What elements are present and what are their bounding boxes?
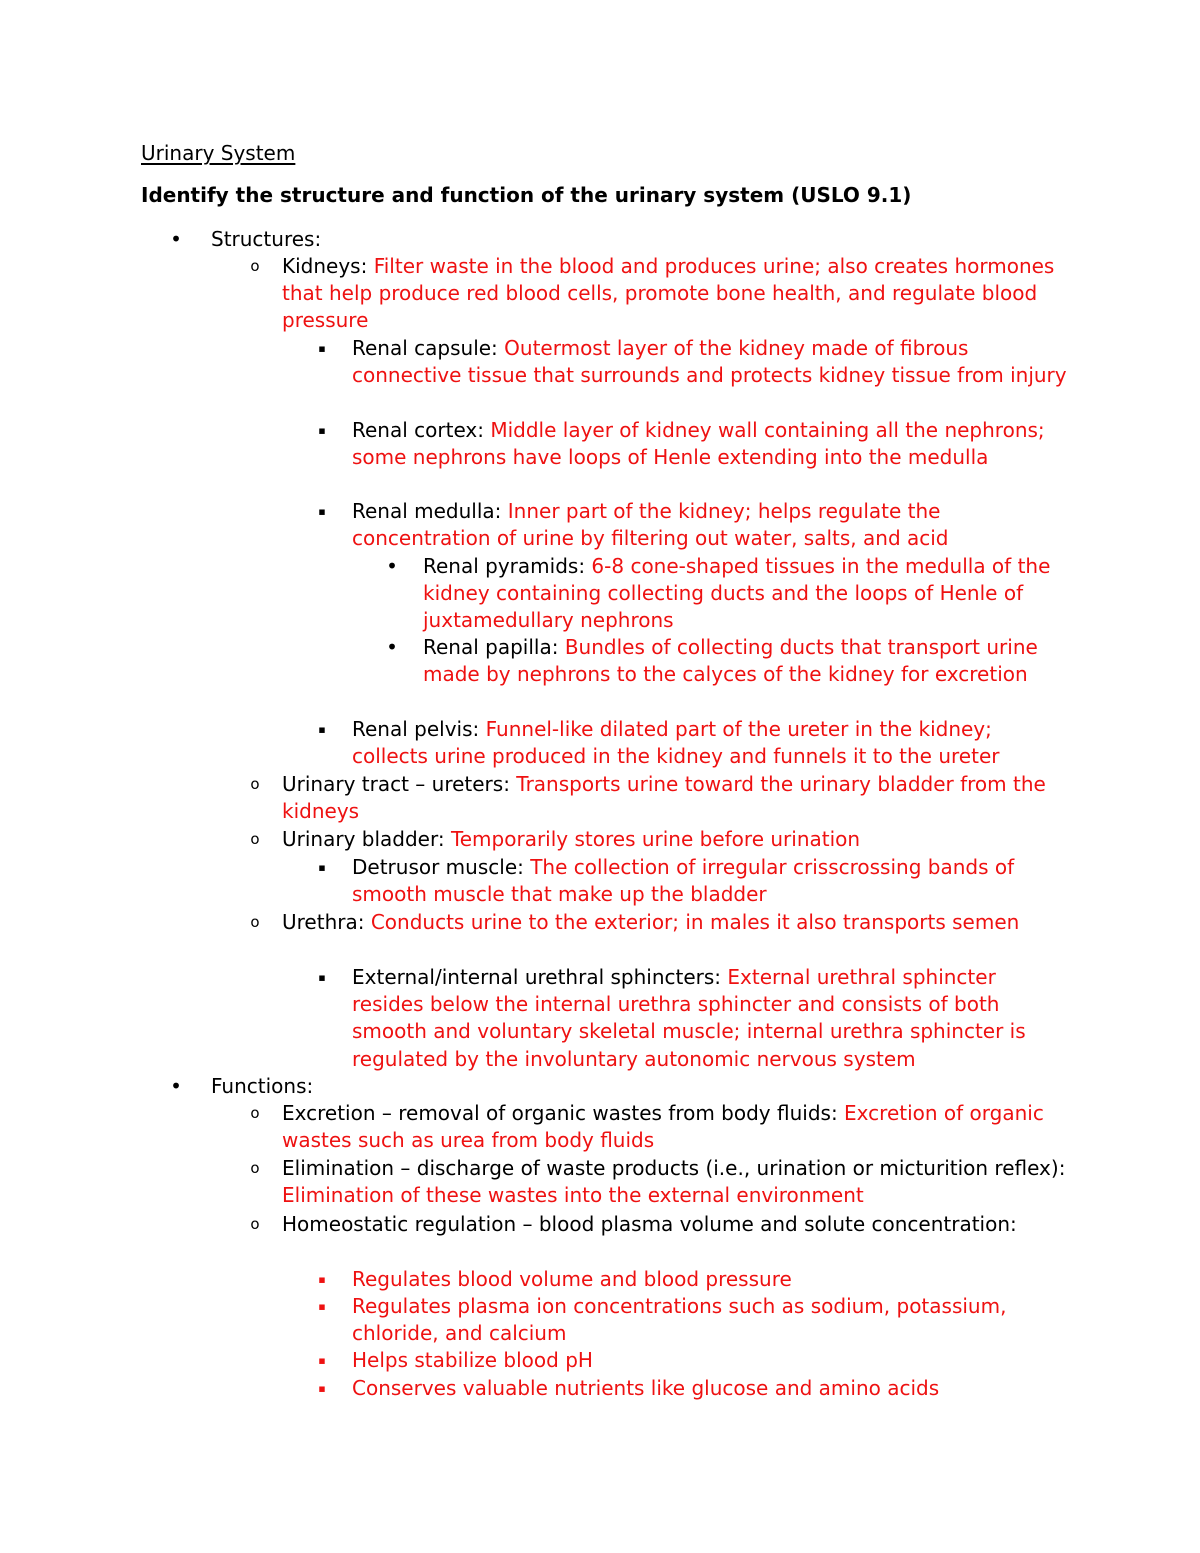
bullet-icon: o — [250, 257, 260, 275]
item-label: Renal medulla: — [352, 499, 508, 523]
bullet-icon: ▪ — [318, 1273, 326, 1286]
item-label: Renal pyramids: — [423, 554, 592, 578]
item-answer: Regulates plasma ion concentrations such as sodium, potassium, chloride, and calcium — [352, 1294, 1007, 1346]
bullet-icon: • — [386, 635, 398, 659]
item-answer: 6-8 cone-shaped tissues in the medulla of the kidney containing collecting ducts and the loops of Henle of juxtamedullary nephrons — [423, 554, 1051, 633]
bullet-icon: ▪ — [318, 342, 326, 355]
bullet-icon: o — [250, 913, 260, 931]
list-item — [0, 1347, 1200, 1375]
item-answer: Middle layer of kidney wall containing all the nephrons; some nephrons have loops of Henle extending into the medulla — [352, 418, 1045, 470]
item-answer: Regulates blood volume and blood pressure — [352, 1267, 792, 1291]
list-item — [0, 1266, 1200, 1293]
item-label: Renal pelvis: — [352, 717, 486, 741]
bullet-icon: o — [250, 1215, 260, 1233]
list-item — [0, 964, 1200, 1073]
section-heading: Identify the structure and function of the urinary system (USLO 9.1) — [141, 183, 912, 207]
page-title: Urinary System — [141, 141, 296, 165]
bullet-icon: • — [170, 1074, 182, 1098]
item-label: Urethra: — [282, 910, 371, 934]
item-label: Urinary tract – ureters: — [282, 772, 517, 796]
bullet-icon: ▪ — [318, 1300, 326, 1313]
item-answer: Conserves valuable nutrients like glucose and amino acids — [352, 1376, 940, 1400]
item-label: External/internal urethral sphincters: — [352, 965, 728, 989]
item-answer: Transports urine toward the urinary bladder from the kidneys — [282, 772, 1046, 824]
bullet-icon: ▪ — [318, 1354, 326, 1367]
list-item — [0, 553, 1200, 634]
item-label: Structures: — [211, 227, 322, 251]
item-label: Urinary bladder: — [282, 827, 451, 851]
outline — [0, 226, 1200, 1402]
item-label: Elimination – discharge of waste products (i.e., urination or micturition reflex): — [282, 1156, 1066, 1180]
item-answer: Helps stabilize blood pH — [352, 1348, 593, 1372]
item-label: Functions: — [211, 1074, 314, 1098]
list-item — [0, 854, 1200, 909]
bullet-icon: o — [250, 830, 260, 848]
item-label: Homeostatic regulation – blood plasma volume and solute concentration: — [282, 1212, 1017, 1236]
bullet-icon: ▪ — [318, 1382, 326, 1395]
bullet-icon: ▪ — [318, 424, 326, 437]
list-item — [0, 716, 1200, 771]
bullet-icon: ▪ — [318, 723, 326, 736]
item-answer: Funnel-like dilated part of the ureter in the kidney; collects urine produced in the kidney and funnels it to the ureter — [352, 717, 1000, 769]
list-item — [0, 826, 1200, 854]
bullet-icon: ▪ — [318, 861, 326, 874]
item-label: Detrusor muscle: — [352, 855, 531, 879]
item-answer: The collection of irregular crisscrossing bands of smooth muscle that make up the bladder — [352, 855, 1015, 907]
list-item — [0, 226, 1200, 253]
list-item — [0, 1211, 1200, 1266]
item-answer: Outermost layer of the kidney made of fibrous connective tissue that surrounds and protects kidney tissue from injury — [352, 336, 1067, 388]
bullet-icon: o — [250, 1104, 260, 1122]
list-item — [0, 1155, 1200, 1211]
item-answer: Bundles of collecting ducts that transport urine made by nephrons to the calyces of the kidney for excretion — [423, 635, 1038, 687]
item-label: Renal capsule: — [352, 336, 505, 360]
item-answer: External urethral sphincter resides below the internal urethra sphincter and consists of both smooth and voluntary skeletal muscle; internal urethra sphincter is regulated by the involuntary autonomic nervous system — [352, 965, 1026, 1071]
list-item — [0, 634, 1200, 716]
list-item — [0, 498, 1200, 553]
item-label: Renal papilla: — [423, 635, 565, 659]
item-answer: Excretion of organic wastes such as urea from body fluids — [282, 1101, 1044, 1153]
list-item — [0, 1100, 1200, 1155]
item-answer: Filter waste in the blood and produces urine; also creates hormones that help produce red blood cells, promote bone health, and regulate blood pressure — [282, 254, 1055, 333]
list-item — [0, 417, 1200, 498]
item-answer: Temporarily stores urine before urination — [450, 827, 861, 851]
item-answer: Inner part of the kidney; helps regulate the concentration of urine by filtering out water, salts, and acid — [352, 499, 949, 551]
bullet-icon: ▪ — [318, 505, 326, 518]
list-item — [0, 909, 1200, 964]
bullet-icon: o — [250, 1159, 260, 1177]
bullet-icon: o — [250, 775, 260, 793]
bullet-icon: • — [170, 227, 182, 251]
item-label: Kidneys: — [282, 254, 374, 278]
list-item — [0, 1073, 1200, 1100]
list-item — [0, 1375, 1200, 1402]
item-answer: Elimination of these wastes into the external environment — [282, 1183, 864, 1208]
bullet-icon: • — [386, 554, 398, 578]
item-label: Renal cortex: — [352, 418, 491, 442]
list-item — [0, 771, 1200, 826]
item-answer: Conducts urine to the exterior; in males it also transports semen — [370, 910, 1020, 934]
bullet-icon: ▪ — [318, 971, 326, 984]
list-item — [0, 253, 1200, 335]
list-item — [0, 1293, 1200, 1347]
list-item — [0, 335, 1200, 417]
item-label: Excretion – removal of organic wastes from body fluids: — [282, 1101, 845, 1125]
